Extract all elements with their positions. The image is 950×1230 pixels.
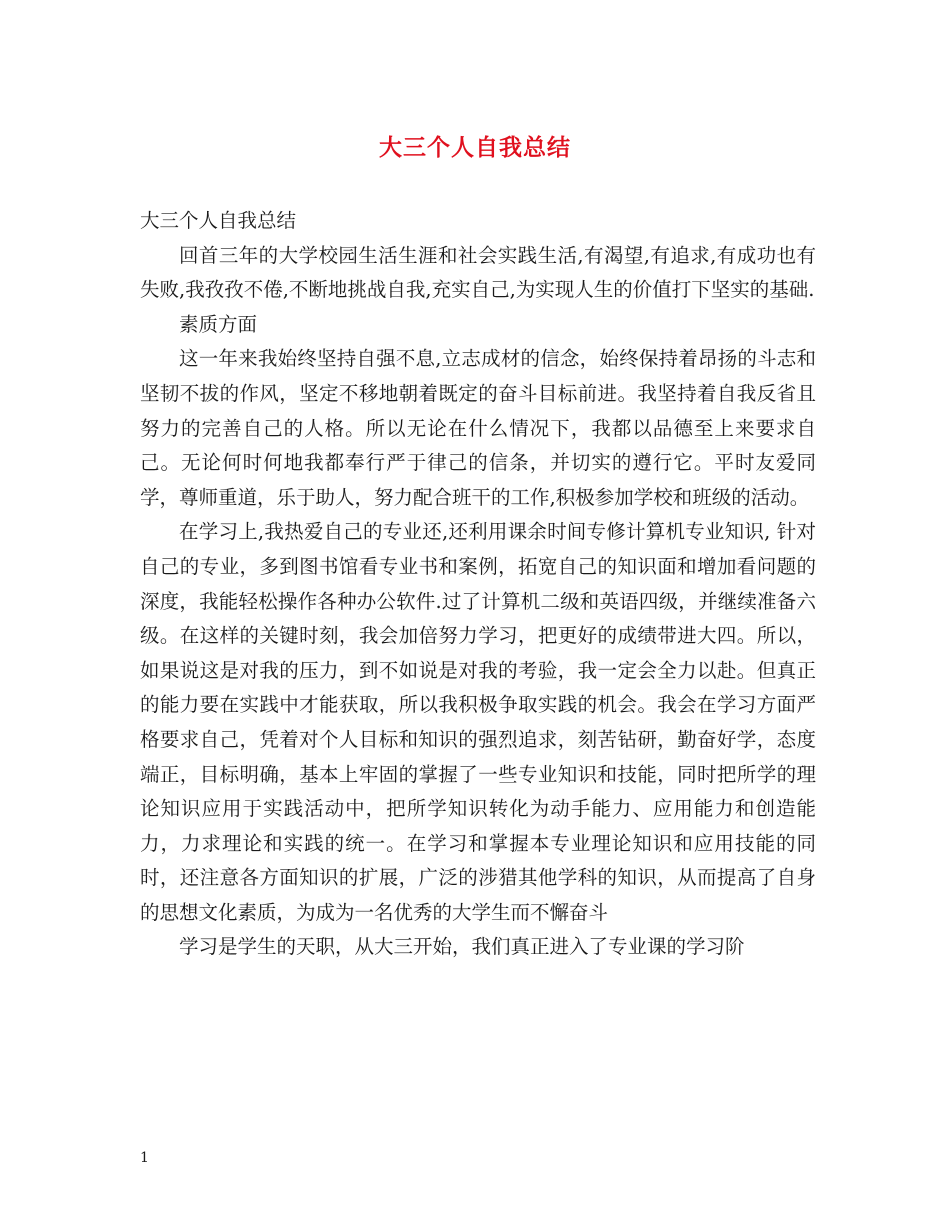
document-body	[140, 204, 816, 965]
paragraph-quality: 这一年来我始终坚持自强不息,立志成材的信念，始终保持着昂扬的斗志和坚韧不拔的作风，坚定不移地朝着既定的奋斗目标前进。我坚持着自我反省且努力的完善自己的人格。所以无论在什么情况下，我都以品德至上来要求自己。无论何时何地我都奉行严于律己的信条，并切实的遵行它。平时友爱同学，尊师重道，乐于助人，努力配合班干的工作,积极参加学校和班级的活动。	[140, 347, 816, 509]
paragraph-intro: 回首三年的大学校园生活生涯和社会实践生活,有渴望,有追求,有成功也有失败,我孜孜不倦,不断地挑战自我,充实自己,为实现人生的价值打下坚实的基础.	[140, 243, 816, 302]
document-title: 大三个人自我总结	[379, 134, 571, 161]
section-heading-quality: 素质方面	[179, 312, 258, 336]
paragraph-study: 在学习上,我热爱自己的专业还,还利用课余时间专修计算机专业知识, 针对自己的专业，多到图书馆看专业书和案例，拓宽自己的知识面和增加看问题的深度，我能轻松操作各种办公软件.过了计算机二级和英语四级，并继续准备六级。在这样的关键时刻，我会加倍努力学习，把更好的成绩带进大四。所以，如果说这是对我的压力，到不如说是对我的考验，我一定会全力以赴。但真正的能力要在实践中才能获取，所以我积极争取实践的机会。我会在学习方面严格要求自己，凭着对个人目标和知识的强烈追求，刻苦钻研，勤奋好学，态度端正，目标明确，基本上牢固的掌握了一些专业知识和技能，同时把所学的理论知识应用于实践活动中，把所学知识转化为动手能力、应用能力和创造能力，力求理论和实践的统一。在学习和掌握本专业理论知识和应用技能的同时，还注意各方面知识的扩展，广泛的涉猎其他学科的知识，从而提高了自身的思想文化素质，为成为一名优秀的大学生而不懈奋斗	[140, 520, 816, 924]
paragraph-study-continued: 学习是学生的天职，从大三开始，我们真正进入了专业课的学习阶	[179, 935, 745, 959]
page-number: 1	[140, 1150, 149, 1166]
body-heading: 大三个人自我总结	[140, 209, 297, 232]
